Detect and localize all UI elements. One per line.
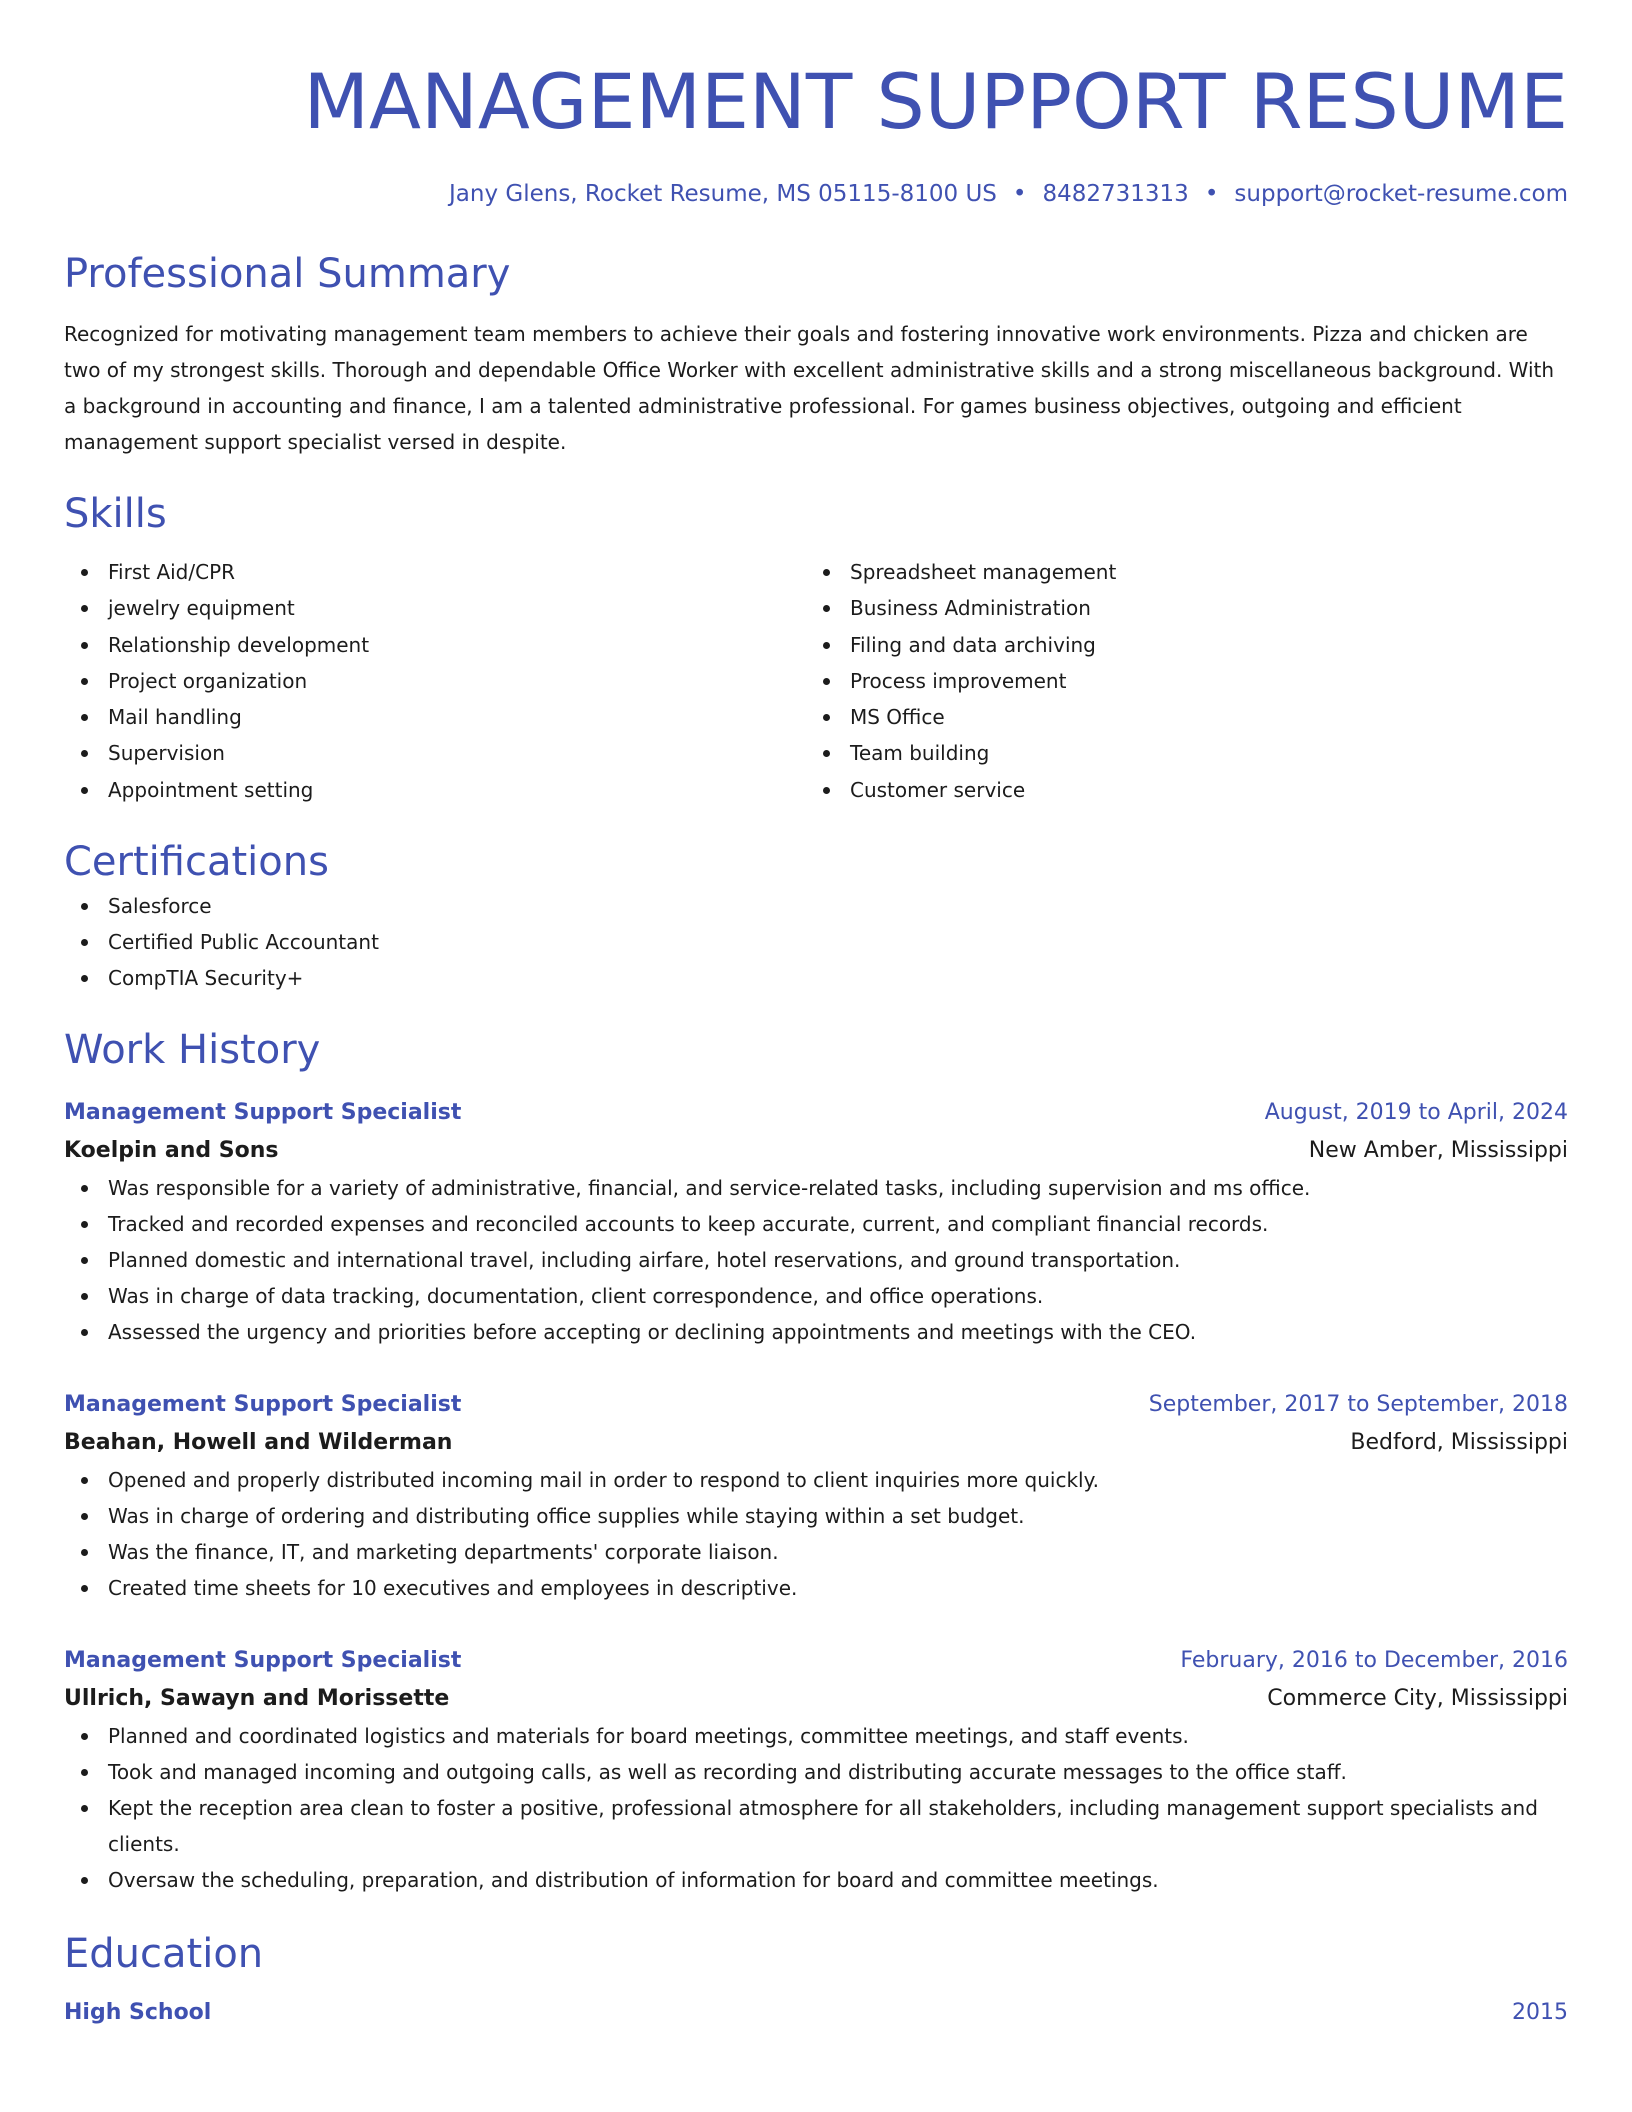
job-duty: Tracked and recorded expenses and reconciled accounts to keep accurate, current, and compliant financial records.: [64, 1206, 1568, 1242]
job-entry: [64, 1642, 1568, 1898]
job-duty: Planned and coordinated logistics and materials for board meetings, committee meetings, and staff events.: [64, 1718, 1568, 1754]
job-duties-list: [64, 1718, 1568, 1898]
job-company: Beahan, Howell and Wilderman: [64, 1430, 453, 1456]
skill-item: Business Administration: [806, 590, 1548, 626]
job-location: New Amber, Mississippi: [1308, 1138, 1568, 1164]
job-header-row: [64, 1642, 1568, 1680]
job-title: Management Support Specialist: [64, 1392, 462, 1418]
job-entry: [64, 1386, 1568, 1606]
skill-item: Team building: [806, 735, 1548, 771]
skill-item: Spreadsheet management: [806, 554, 1548, 590]
job-company: Koelpin and Sons: [64, 1138, 279, 1164]
resume-page: [64, 0, 1568, 2032]
resume-title: MANAGEMENT SUPPORT RESUME: [303, 57, 1568, 146]
job-company-row: [64, 1132, 1568, 1170]
job-location: Bedford, Mississippi: [1350, 1430, 1568, 1456]
skills-column-left: [64, 554, 806, 808]
job-company-row: [64, 1424, 1568, 1462]
skill-item: Relationship development: [64, 627, 806, 663]
certifications-list: [64, 888, 1568, 996]
job-duty: Took and managed incoming and outgoing calls, as well as recording and distributing accurate messages to the office staff.: [64, 1754, 1568, 1790]
job-duty: Created time sheets for 10 executives and employees in descriptive.: [64, 1570, 1568, 1606]
contact-line: [64, 178, 1568, 210]
job-duty: Was the finance, IT, and marketing departments' corporate liaison.: [64, 1534, 1568, 1570]
job-duty: Was in charge of ordering and distributing office supplies while staying within a set budget.: [64, 1498, 1568, 1534]
skill-item: Filing and data archiving: [806, 627, 1548, 663]
skill-item: Supervision: [64, 735, 806, 771]
job-title: Management Support Specialist: [64, 1648, 462, 1674]
job-duty: Kept the reception area clean to foster a positive, professional atmosphere for all stakeholders, including management support specialists and clients.: [64, 1790, 1568, 1862]
job-duty: Was in charge of data tracking, documentation, client correspondence, and office operations.: [64, 1278, 1568, 1314]
job-header-row: [64, 1386, 1568, 1424]
skill-item: MS Office: [806, 699, 1548, 735]
job-duties-list: [64, 1170, 1568, 1350]
certification-item: Certified Public Accountant: [64, 924, 1568, 960]
job-duty: Was responsible for a variety of administrative, financial, and service-related tasks, including supervision and ms office.: [64, 1170, 1568, 1206]
job-dates: February, 2016 to December, 2016: [1180, 1648, 1568, 1674]
skill-item: Appointment setting: [64, 772, 806, 808]
summary-text: Recognized for motivating management team members to achieve their goals and fostering innovative work environments. Pizza and chicken are two of my strongest skills. Thorough and dependable Office Worker with excellent administrative skills and a strong miscellaneous background. With a background in accounting and finance, I am a talented administrative professional. For games business objectives, outgoing and efficient management support specialist versed in despite.: [64, 322, 1555, 454]
certifications-heading: Certifications: [64, 839, 329, 886]
summary-heading: Professional Summary: [64, 251, 511, 297]
skill-item: First Aid/CPR: [64, 554, 806, 590]
job-company-row: [64, 1680, 1568, 1718]
work-history-heading: Work History: [64, 1027, 321, 1074]
job-duty: Planned domestic and international travel, including airfare, hotel reservations, and ground transportation.: [64, 1242, 1568, 1278]
education-entry: [64, 1994, 1568, 2032]
skills-list: [64, 554, 1568, 808]
skills-column-right: [806, 554, 1548, 808]
skills-heading: Skills: [64, 491, 167, 537]
certification-item: CompTIA Security+: [64, 960, 1568, 996]
contact-phone: 8482731313: [1042, 181, 1189, 207]
job-location: Commerce City, Mississippi: [1267, 1686, 1568, 1712]
job-duty: Opened and properly distributed incoming mail in order to respond to client inquiries more quickly.: [64, 1462, 1568, 1498]
education-heading: Education: [64, 1931, 264, 1978]
contact-separator: •: [1012, 181, 1027, 207]
job-title: Management Support Specialist: [64, 1100, 462, 1126]
job-entry: [64, 1094, 1568, 1350]
contact-address: Jany Glens, Rocket Resume, MS 05115-8100 US: [449, 181, 997, 207]
skill-item: Process improvement: [806, 663, 1548, 699]
skill-item: Project organization: [64, 663, 806, 699]
education-year: 2015: [1512, 2000, 1568, 2026]
certification-item: Salesforce: [64, 888, 1568, 924]
skill-item: Mail handling: [64, 699, 806, 735]
skill-item: Customer service: [806, 772, 1548, 808]
job-duty: Assessed the urgency and priorities before accepting or declining appointments and meetings with the CEO.: [64, 1314, 1568, 1350]
job-dates: August, 2019 to April, 2024: [1264, 1100, 1568, 1126]
job-dates: September, 2017 to September, 2018: [1148, 1392, 1568, 1418]
contact-separator: •: [1204, 181, 1219, 207]
contact-email: support@rocket-resume.com: [1234, 181, 1568, 207]
job-header-row: [64, 1094, 1568, 1132]
job-company: Ullrich, Sawayn and Morissette: [64, 1686, 450, 1712]
job-duty: Oversaw the scheduling, preparation, and distribution of information for board and committee meetings.: [64, 1862, 1568, 1898]
education-title: High School: [64, 2000, 212, 2026]
skill-item: jewelry equipment: [64, 590, 806, 626]
job-duties-list: [64, 1462, 1568, 1606]
